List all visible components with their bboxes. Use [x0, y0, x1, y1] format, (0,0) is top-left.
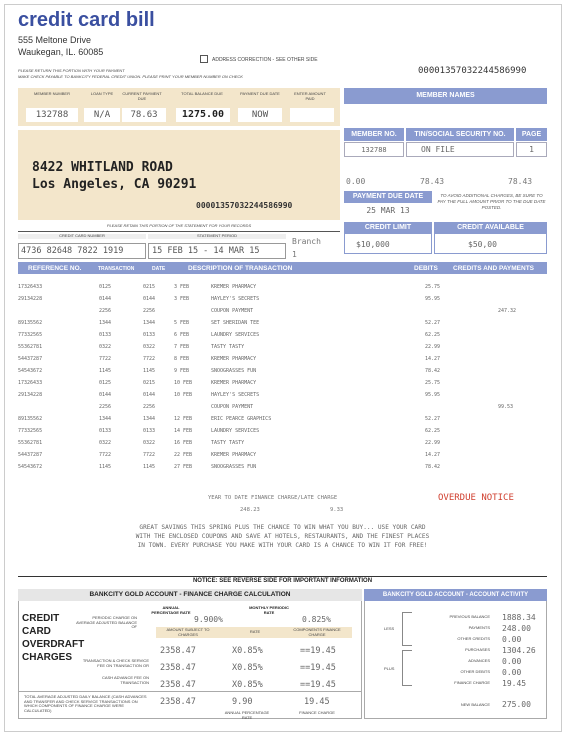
table-row	[18, 390, 547, 400]
cell-debit: 22.99	[425, 344, 441, 350]
activity-item-label: PAYMENTS	[468, 625, 490, 630]
page-header: PAGE	[516, 128, 547, 141]
transaction-rows	[18, 282, 547, 474]
activity-item-label: ADVANCES	[468, 658, 490, 663]
finance-amounts	[160, 643, 196, 694]
cell-code: 0133	[143, 428, 156, 434]
table-row	[18, 378, 547, 388]
account-code: 00001357032244586990	[418, 66, 527, 76]
cell-date: 5 FEB	[174, 320, 190, 326]
activity-item	[412, 623, 542, 634]
activity-item	[412, 634, 542, 645]
cell-credit: 247.32	[498, 308, 517, 314]
ytd-value-1: 248.23	[240, 507, 260, 513]
loan-type-value: N/A	[84, 108, 120, 122]
finance-rates	[232, 643, 263, 694]
activity-header: BANKCITY GOLD ACCOUNT - ACCOUNT ACTIVITY	[364, 589, 547, 601]
label-charges: CHARGES	[22, 652, 73, 663]
periodic-note: PERIODIC CHARGE ON AVERAGE ADJUSTED BALANCE OF	[76, 615, 137, 629]
new-balance-label: NEW BALANCE	[460, 702, 490, 707]
cell-txn: 0125	[99, 380, 112, 386]
activity-item-label: OTHER CREDITS	[457, 636, 490, 641]
cell-date: 6 FEB	[174, 332, 190, 338]
cell-code: 1344	[143, 320, 156, 326]
cell-ref: 29134228	[18, 392, 43, 398]
cell-ref: 55362781	[18, 440, 43, 446]
cell-code: 7722	[143, 452, 156, 458]
cell-date: 27 FEB	[174, 464, 193, 470]
cell-code: 0144	[143, 296, 156, 302]
cell-txn: 2256	[99, 404, 112, 410]
payable-note: MAKE CHECK PAYABLE TO BANKCITY FEDERAL CREDIT UNION. PLEASE PRINT YOUR MEMBER NUMBER ON CHECK	[18, 74, 243, 79]
branch-label: Branch	[292, 237, 321, 246]
cell-date: 3 FEB	[174, 296, 190, 302]
label-overdraft: OVERDRAFT	[22, 639, 85, 650]
finance-header: BANKCITY GOLD ACCOUNT - FINANCE CHARGE CALCULATION	[18, 589, 362, 601]
finance-col-headers	[156, 627, 352, 638]
cell-txn: 7722	[99, 452, 112, 458]
cell-date: 12 FEB	[174, 416, 193, 422]
comp-2: ==19.45	[300, 663, 336, 673]
cell-debit: 78.42	[425, 464, 441, 470]
table-row	[18, 426, 547, 436]
cell-debit: 14.27	[425, 356, 441, 362]
due-date-value: NOW	[238, 108, 282, 122]
member-no-value: 132788	[344, 142, 404, 157]
address-line2: Los Angeles, CA 90291	[32, 177, 197, 192]
cell-ref: 54437287	[18, 452, 43, 458]
summary-fields	[18, 88, 340, 126]
current-payment-value: 78.63	[122, 108, 166, 122]
cell-desc: SNOOGRASSES FUN	[211, 368, 257, 374]
activity-item	[412, 656, 542, 667]
col-transaction: TRANSACTION	[98, 266, 135, 272]
less-bracket	[402, 612, 412, 646]
cell-desc: KREMER PHARMACY	[211, 356, 257, 362]
annual-total-label: ANNUAL PERCENTAGE RATE	[224, 710, 270, 720]
table-row	[18, 366, 547, 376]
col-credits: CREDITS AND PAYMENTS	[453, 265, 535, 272]
promo-line-3: IN TOWN. EVERY PURCHASE YOU MAKE WITH YOUR CARD IS A CHANCE TO WIN IT FOR FREE!	[137, 542, 428, 549]
page-title: credit card bill	[18, 9, 155, 31]
finance-divider	[18, 691, 362, 692]
table-row	[18, 282, 547, 292]
activity-item-value: 19.45	[502, 679, 527, 688]
address-correction-checkbox[interactable]	[200, 55, 208, 63]
table-row	[18, 318, 547, 328]
member-number-value: 132788	[26, 108, 78, 122]
cell-desc: ERIC PEARCE GRAPHICS	[211, 416, 272, 422]
annual-rate-value: 9.900%	[194, 615, 223, 624]
cell-date: 10 FEB	[174, 380, 193, 386]
table-row	[18, 306, 547, 316]
retain-divider	[18, 231, 340, 232]
balance-value-1: 0.00	[346, 177, 366, 186]
cell-desc: LAUNDRY SERVICES	[211, 428, 260, 434]
member-names-header: MEMBER NAMES	[344, 88, 547, 104]
rate-header: RATE	[249, 629, 261, 634]
cell-desc: HAYLEY'S SECRETS	[211, 296, 260, 302]
col-debits: DEBITS	[414, 265, 438, 272]
address-correction-label: ADDRESS CORRECTION - SEE OTHER SIDE	[212, 57, 318, 63]
cell-date: 9 FEB	[174, 368, 190, 374]
cell-date: 16 FEB	[174, 440, 193, 446]
cell-ref: 17326433	[18, 380, 43, 386]
cell-debit: 52.27	[425, 416, 441, 422]
activity-item-label: PURCHASES	[465, 647, 490, 652]
ytd-value-2: 9.33	[330, 507, 344, 513]
table-header-row	[18, 262, 547, 274]
address-account-code: 00001357032244586990	[196, 201, 293, 210]
activity-item	[412, 645, 542, 656]
cell-txn: 0133	[99, 428, 112, 434]
plus-label: PLUS	[384, 666, 395, 671]
cell-ref: 89135562	[18, 320, 43, 326]
address-block	[18, 130, 340, 220]
sender-address-line1: 555 Meltone Drive	[18, 35, 92, 45]
return-note: PLEASE RETURN THIS PORTION WITH YOUR PAYMENT	[18, 68, 125, 73]
cell-debit: 22.99	[425, 440, 441, 446]
sender-address-line2: Waukegan, IL. 60085	[18, 47, 104, 57]
summary-label-member: MEMBER NUMBER	[33, 91, 70, 96]
col-date: DATE	[152, 266, 166, 272]
activity-item	[412, 612, 542, 623]
promo-text	[18, 523, 547, 550]
comp-1: ==19.45	[300, 646, 336, 656]
credit-available-value: $50,00	[468, 240, 497, 249]
activity-item-value: 0.00	[502, 668, 522, 677]
credit-limit-value: $10,000	[356, 240, 390, 249]
cell-date: 14 FEB	[174, 428, 193, 434]
cell-ref: 54543672	[18, 368, 43, 374]
cell-desc: SNOOGRASSES FUN	[211, 464, 257, 470]
cell-txn: 1344	[99, 320, 112, 326]
table-row	[18, 402, 547, 412]
branch-value: 1	[292, 250, 297, 259]
activity-item	[412, 678, 542, 689]
cell-txn: 0322	[99, 344, 112, 350]
cell-txn: 1344	[99, 416, 112, 422]
notice-text: NOTICE: SEE REVERSE SIDE FOR IMPORTANT INFORMATION	[192, 578, 373, 584]
new-balance-value: 275.00	[502, 700, 531, 709]
balance-value-3: 78.43	[508, 177, 533, 186]
cell-code: 0322	[143, 440, 156, 446]
cell-code: 1145	[143, 464, 156, 470]
rate-2: X0.85%	[232, 663, 263, 673]
cell-desc: SET SHERIDAN TEE	[211, 320, 260, 326]
summary-label-payment: CURRENT PAYMENT DUE	[122, 91, 162, 101]
cell-debit: 52.27	[425, 320, 441, 326]
monthly-rate-value: 0.825%	[302, 615, 331, 624]
activity-item-label: FINANCE CHARGE	[454, 680, 490, 685]
label-card: CARD	[22, 626, 51, 637]
table-row	[18, 450, 547, 460]
amount-paid-input[interactable]	[290, 108, 334, 122]
cell-desc: COUPON PAYMENT	[211, 404, 254, 410]
cell-txn: 0125	[99, 284, 112, 290]
activity-item	[412, 667, 542, 678]
less-label: LESS	[384, 626, 395, 631]
table-row	[18, 354, 547, 364]
cell-txn: 0144	[99, 296, 112, 302]
cell-desc: TASTY TASTY	[211, 344, 245, 350]
label-credit: CREDIT	[22, 613, 60, 624]
tin-value: ON FILE	[406, 142, 514, 157]
annual-rate-header: ANNUAL PERCENTAGE RATE	[151, 605, 191, 615]
cell-desc: LAUNDRY SERVICES	[211, 332, 260, 338]
plus-bracket	[402, 650, 412, 686]
cell-ref: 77332565	[18, 428, 43, 434]
amount-subject-header: AMOUNT SUBJECT TO CHARGES	[166, 627, 210, 637]
cell-desc: COUPON PAYMENT	[211, 308, 254, 314]
annual-total-value: 9.90	[232, 697, 253, 707]
retain-note: PLEASE RETAIN THIS PORTION OF THE STATEMENT FOR YOUR RECORDS	[106, 223, 252, 228]
cell-ref: 89135562	[18, 416, 43, 422]
activity-item-value: 0.00	[502, 657, 522, 666]
tin-header: TIN/SOCIAL SECURITY NO.	[406, 128, 514, 141]
total-average-value: 2358.47	[160, 697, 196, 707]
components-header: COMPONENTS FINANCE CHARGE	[293, 627, 341, 637]
table-row	[18, 294, 547, 304]
member-no-header: MEMBER NO.	[344, 128, 404, 141]
activity-item-value: 1888.34	[502, 613, 536, 622]
finance-comps	[300, 643, 336, 694]
activity-item-label: OTHER DEBITS	[460, 669, 490, 674]
finance-total-label: FINANCE CHARGE	[299, 710, 335, 715]
col-description: DESCRIPTION OF TRANSACTION	[188, 265, 293, 272]
cell-debit: 78.42	[425, 368, 441, 374]
credit-limit-header: CREDIT LIMIT	[344, 222, 432, 234]
cell-desc: TASTY TASTY	[211, 440, 245, 446]
cell-code: 0133	[143, 332, 156, 338]
cell-ref: 77332565	[18, 332, 43, 338]
cell-txn: 2256	[99, 308, 112, 314]
notice-divider	[18, 576, 547, 577]
amount-3: 2358.47	[160, 680, 196, 690]
cell-debit: 25.75	[425, 284, 441, 290]
monthly-rate-header: MONTHLY PERIODIC RATE	[249, 605, 289, 615]
activity-item-value: 248.00	[502, 624, 531, 633]
transaction-fee-note: TRANSACTION & CHECK SERVICE FEE ON TRANSACTION OR	[82, 658, 149, 668]
cell-desc: KREMER PHARMACY	[211, 284, 257, 290]
cell-code: 0322	[143, 344, 156, 350]
cell-txn: 1145	[99, 368, 112, 374]
statement-period-value: 15 FEB 15 - 14 MAR 15	[148, 243, 286, 259]
amount-2: 2358.47	[160, 663, 196, 673]
credit-available-header: CREDIT AVAILABLE	[434, 222, 547, 234]
cell-desc: HAYLEY'S SECRETS	[211, 392, 260, 398]
cell-code: 0215	[143, 380, 156, 386]
payment-due-value: 25 MAR 13	[366, 206, 410, 215]
cell-date: 22 FEB	[174, 452, 193, 458]
cell-txn: 1145	[99, 464, 112, 470]
cell-ref: 54437287	[18, 356, 43, 362]
statement-period-header: STATEMENT PERIOD	[148, 234, 286, 239]
summary-label-loan: LOAN TYPE	[90, 91, 114, 96]
cell-txn: 0144	[99, 392, 112, 398]
promo-line-2: WITH THE ENCLOSED COUPONS AND SAVE AT HOTELS, RESTAURANTS, AND THE FINEST PLACES	[135, 533, 430, 540]
cell-desc: KREMER PHARMACY	[211, 380, 257, 386]
ytd-label: YEAR TO DATE FINANCE CHARGE/LATE CHARGE	[208, 495, 338, 501]
amount-1: 2358.47	[160, 646, 196, 656]
cell-date: 7 FEB	[174, 344, 190, 350]
rate-3: X0.85%	[232, 680, 263, 690]
cell-txn: 7722	[99, 356, 112, 362]
cell-ref: 55362781	[18, 344, 43, 350]
payment-due-header: PAYMENT DUE DATE	[344, 191, 432, 203]
cell-debit: 95.95	[425, 392, 441, 398]
summary-label-total: TOTAL BALANCE DUE	[181, 91, 223, 96]
table-row	[18, 342, 547, 352]
overdue-notice: OVERDUE NOTICE	[438, 493, 514, 503]
cell-txn: 0322	[99, 440, 112, 446]
avoid-charges-note: TO AVOID ADDITIONAL CHARGES, BE SURE TO PAY THE FULL AMOUNT PRIOR TO THE DUE DATE POSTED.	[437, 193, 546, 210]
cell-desc: KREMER PHARMACY	[211, 452, 257, 458]
cell-date: 3 FEB	[174, 284, 190, 290]
cell-code: 1145	[143, 368, 156, 374]
table-row	[18, 414, 547, 424]
summary-label-due: PAYMENT DUE DATE	[240, 91, 280, 96]
card-number-header: CREDIT CARD NUMBER	[18, 234, 146, 239]
cash-advance-note: CASH ADVANCE FEE ON TRANSACTION	[101, 675, 149, 685]
cell-debit: 25.75	[425, 380, 441, 386]
activity-item-value: 1304.26	[502, 646, 536, 655]
cell-code: 2256	[143, 308, 156, 314]
balance-value-2: 78.43	[420, 177, 445, 186]
cell-code: 0215	[143, 284, 156, 290]
table-row	[18, 330, 547, 340]
rate-1: X0.85%	[232, 646, 263, 656]
table-row	[18, 462, 547, 472]
cell-debit: 14.27	[425, 452, 441, 458]
cell-code: 0144	[143, 392, 156, 398]
cell-ref: 17326433	[18, 284, 43, 290]
cell-txn: 0133	[99, 332, 112, 338]
promo-line-1: GREAT SAVINGS THIS SPRING PLUS THE CHANCE TO WIN WHAT YOU BUY... USE YOUR CARD	[139, 524, 426, 531]
page-value: 1	[516, 142, 547, 157]
cell-debit: 95.95	[425, 296, 441, 302]
cell-date: 10 FEB	[174, 392, 193, 398]
address-line1: 8422 WHITLAND ROAD	[32, 160, 173, 175]
cell-code: 7722	[143, 356, 156, 362]
activity-item-label: PREVIOUS BALANCE	[449, 614, 490, 619]
cell-code: 2256	[143, 404, 156, 410]
activity-item-value: 0.00	[502, 635, 522, 644]
table-row	[18, 438, 547, 448]
finance-total-value: 19.45	[304, 697, 330, 707]
total-balance-value: 1275.00	[176, 108, 230, 122]
cell-ref: 54543672	[18, 464, 43, 470]
card-number-value: 4736 82648 7822 1919	[18, 243, 146, 259]
cell-code: 1344	[143, 416, 156, 422]
cell-ref: 29134228	[18, 296, 43, 302]
summary-label-enter: ENTER AMOUNT PAID	[294, 91, 326, 101]
cell-debit: 62.25	[425, 428, 441, 434]
cell-debit: 62.25	[425, 332, 441, 338]
activity-list	[412, 612, 542, 692]
cell-credit: 99.53	[498, 404, 514, 410]
col-reference: REFERENCE NO.	[28, 265, 82, 272]
cell-date: 8 FEB	[174, 356, 190, 362]
total-average-note: TOTAL AVERAGE ADJUSTED DAILY BALANCE (CASH ADVANCES AND TRANSFER AND CHECK SERVICE TRANSACTIONS ON WHICH COMPONENTS OF FINANCE CHARGE WERE CALCULATED)	[24, 694, 147, 713]
comp-3: ==19.45	[300, 680, 336, 690]
